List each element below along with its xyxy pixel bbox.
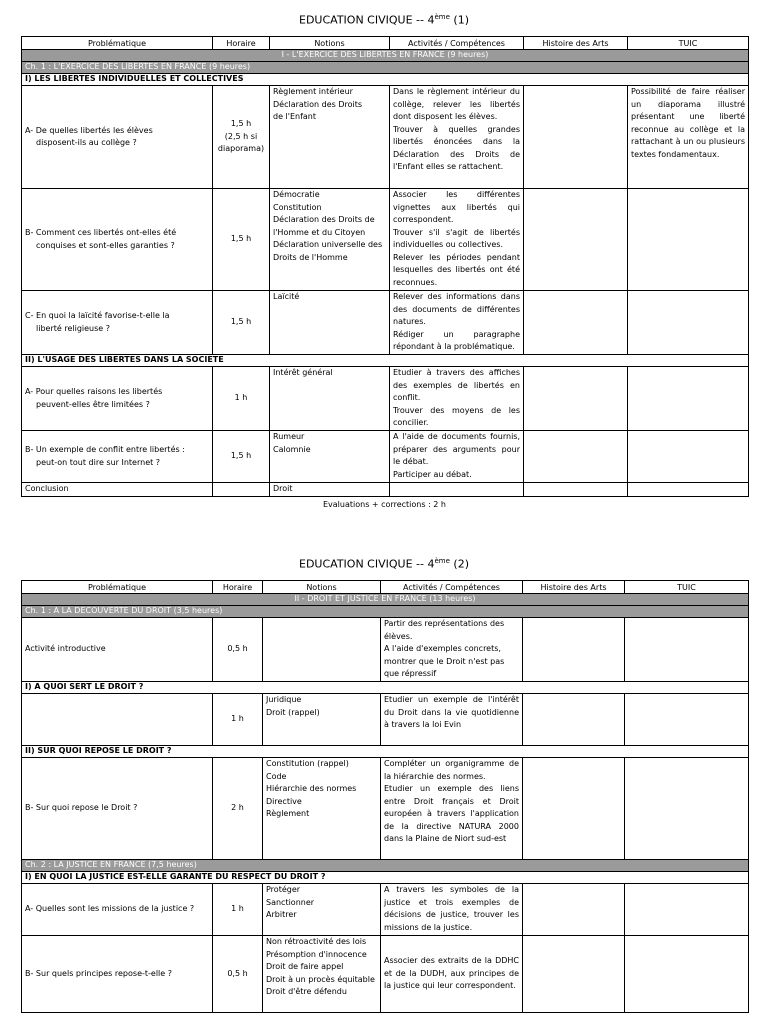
header-problematique: Problématique — [22, 581, 213, 594]
header-activites: Activités / Compétences — [390, 37, 524, 50]
activites-cell: A travers les symboles de la justice et trois exemples de décisions de justice, trouver les missions de la justice. — [381, 884, 523, 936]
activites-cell: Relever des informations dans des documents de différentes natures. Rédiger un paragraphe répondant à la problématique. — [390, 291, 524, 355]
page-title-1: EDUCATION CIVIQUE -- 4ème (1) — [299, 13, 469, 27]
activites-cell: Dans le règlement intérieur du collège, relever les libertés dont disposent les élèves. Trouver à quelles grandes libertés énoncées dans la Déclaration des Droits de l'Enfant elles se rattachent. — [390, 86, 524, 189]
problematique-cell — [22, 694, 213, 746]
table-row — [22, 86, 749, 189]
histoire-arts-cell — [523, 936, 625, 1013]
program-table-1 — [21, 36, 749, 497]
problematique-cell: B- Sur quels principes repose-t-elle ? — [22, 936, 213, 1013]
notions-cell: Démocratie Constitution Déclaration des Droits de l'Homme et du Citoyen Déclaration universelle des Droits de l'Homme — [270, 189, 390, 291]
notions-cell: Constitution (rappel) Code Hiérarchie des normes Directive Règlement — [263, 758, 381, 860]
problematique-cell: A- De quelles libertés les élèves disposent-ils au collège ? — [22, 86, 213, 189]
horaire-cell: 1 h — [213, 884, 263, 936]
activites-cell: Etudier un exemple de l'intérêt du Droit dans la vie quotidienne à travers la loi Evin — [381, 694, 523, 746]
histoire-arts-cell — [523, 694, 625, 746]
chapter-heading: Ch. 1 : A LA DECOUVERTE DU DROIT (3,5 heures) — [22, 606, 749, 618]
problematique-cell: B- Comment ces libertés ont-elles été conquises et sont-elles garanties ? — [22, 189, 213, 291]
chapter-heading: Ch. 2 : LA JUSTICE EN FRANCE (7,5 heures) — [22, 860, 749, 872]
activites-cell: Partir des représentations des élèves. A l'aide d'exemples concrets, montrer que le Droit n'est pas que répressif — [381, 618, 523, 682]
program-table-2 — [21, 580, 749, 1013]
table-row — [22, 189, 749, 291]
header-histoire-arts: Histoire des Arts — [523, 581, 625, 594]
header-tuic: TUIC — [625, 581, 749, 594]
tuic-cell — [628, 291, 749, 355]
tuic-cell — [625, 884, 749, 936]
tuic-cell — [628, 189, 749, 291]
section-heading: I) LES LIBERTES INDIVIDUELLES ET COLLECTIVES — [22, 74, 749, 86]
notions-cell: Règlement intérieur Déclaration des Droits de l'Enfant — [270, 86, 390, 189]
histoire-arts-cell — [523, 758, 625, 860]
tuic-cell — [628, 367, 749, 431]
activites-cell — [390, 483, 524, 497]
notions-cell: Protéger Sanctionner Arbitrer — [263, 884, 381, 936]
tuic-cell — [625, 694, 749, 746]
part-heading: I - L'EXERCICE DES LIBERTES EN FRANCE (9 heures) — [22, 50, 749, 62]
notions-cell: Intérêt général — [270, 367, 390, 431]
horaire-cell: 1,5 h — [213, 189, 270, 291]
notions-cell: Droit — [270, 483, 390, 497]
table-row — [22, 483, 749, 497]
histoire-arts-cell — [524, 189, 628, 291]
histoire-arts-cell — [524, 483, 628, 497]
header-horaire: Horaire — [213, 581, 263, 594]
header-notions: Notions — [263, 581, 381, 594]
problematique-cell: A- Quelles sont les missions de la justice ? — [22, 884, 213, 936]
table-row — [22, 884, 749, 936]
header-histoire-arts: Histoire des Arts — [524, 37, 628, 50]
tuic-cell — [625, 618, 749, 682]
histoire-arts-cell — [524, 86, 628, 189]
table-row — [22, 618, 749, 682]
table-row — [22, 758, 749, 860]
horaire-cell: 2 h — [213, 758, 263, 860]
notions-cell: Non rétroactivité des lois Présomption d'innocence Droit de faire appel Droit à un procès équitable Droit d'être défendu — [263, 936, 381, 1013]
table-header-row — [22, 581, 749, 594]
activites-cell: Etudier à travers des affiches des exemples de libertés en conflit. Trouver des moyens de les concilier. — [390, 367, 524, 431]
footnote: Evaluations + corrections : 2 h — [322, 500, 447, 509]
notions-cell: Laïcité — [270, 291, 390, 355]
histoire-arts-cell — [524, 291, 628, 355]
header-tuic: TUIC — [628, 37, 749, 50]
problematique-cell: A- Pour quelles raisons les libertés peuvent-elles être limitées ? — [22, 367, 213, 431]
notions-cell: Rumeur Calomnie — [270, 431, 390, 483]
histoire-arts-cell — [523, 884, 625, 936]
activites-cell: Associer les différentes vignettes aux libertés qui correspondent. Trouver s'il s'agit de libertés individuelles ou collectives. Relever les périodes pendant lesquelles des libertés ont été reconnues. — [390, 189, 524, 291]
part-heading: II - DROIT ET JUSTICE EN FRANCE (13 heures) — [22, 594, 749, 606]
header-activites: Activités / Compétences — [381, 581, 523, 594]
table-row — [22, 431, 749, 483]
horaire-cell: 0,5 h — [213, 618, 263, 682]
table-row — [22, 367, 749, 431]
horaire-cell: 1,5 h (2,5 h si diaporama) — [213, 86, 270, 189]
section-heading: I) A QUOI SERT LE DROIT ? — [22, 682, 749, 694]
activites-cell: A l'aide de documents fournis, préparer des arguments pour le débat. Participer au débat. — [390, 431, 524, 483]
tuic-cell — [625, 936, 749, 1013]
problematique-cell: Activité introductive — [22, 618, 213, 682]
tuic-cell — [628, 483, 749, 497]
chapter-heading: Ch. 1 : L'EXERCICE DES LIBERTES EN FRANCE (9 heures) — [22, 62, 749, 74]
section-heading: I) EN QUOI LA JUSTICE EST-ELLE GARANTE DU RESPECT DU DROIT ? — [22, 872, 749, 884]
tuic-cell — [628, 431, 749, 483]
problematique-cell: B- Un exemple de conflit entre libertés : peut-on tout dire sur Internet ? — [22, 431, 213, 483]
tuic-cell: Possibilité de faire réaliser un diaporama illustré présentant une liberté reconnue au collège et la rattachant à un ou plusieurs textes fondamentaux. — [628, 86, 749, 189]
tuic-cell — [625, 758, 749, 860]
notions-cell — [263, 618, 381, 682]
horaire-cell — [213, 483, 270, 497]
section-heading: II) L'USAGE DES LIBERTES DANS LA SOCIETE — [22, 355, 749, 367]
histoire-arts-cell — [523, 618, 625, 682]
table-row — [22, 291, 749, 355]
section-heading: II) SUR QUOI REPOSE LE DROIT ? — [22, 746, 749, 758]
horaire-cell: 1,5 h — [213, 431, 270, 483]
horaire-cell: 0,5 h — [213, 936, 263, 1013]
problematique-cell: Conclusion — [22, 483, 213, 497]
problematique-cell: C- En quoi la laïcité favorise-t-elle la liberté religieuse ? — [22, 291, 213, 355]
header-problematique: Problématique — [22, 37, 213, 50]
header-horaire: Horaire — [213, 37, 270, 50]
horaire-cell: 1 h — [213, 367, 270, 431]
horaire-cell: 1 h — [213, 694, 263, 746]
table-row — [22, 936, 749, 1013]
table-header-row — [22, 37, 749, 50]
histoire-arts-cell — [524, 431, 628, 483]
table-row — [22, 694, 749, 746]
histoire-arts-cell — [524, 367, 628, 431]
activites-cell: Associer des extraits de la DDHC et de la DUDH, aux principes de la justice qui leur correspondent. — [381, 936, 523, 1013]
activites-cell: Compléter un organigramme de la hiérarchie des normes. Etudier un exemple des liens entre Droit français et Droit européen à travers l'application de la directive NATURA 2000 dans la Plaine de Niort sud-est — [381, 758, 523, 860]
page-title-2: EDUCATION CIVIQUE -- 4ème (2) — [299, 557, 469, 571]
header-notions: Notions — [270, 37, 390, 50]
horaire-cell: 1,5 h — [213, 291, 270, 355]
problematique-cell: B- Sur quoi repose le Droit ? — [22, 758, 213, 860]
notions-cell: Juridique Droit (rappel) — [263, 694, 381, 746]
